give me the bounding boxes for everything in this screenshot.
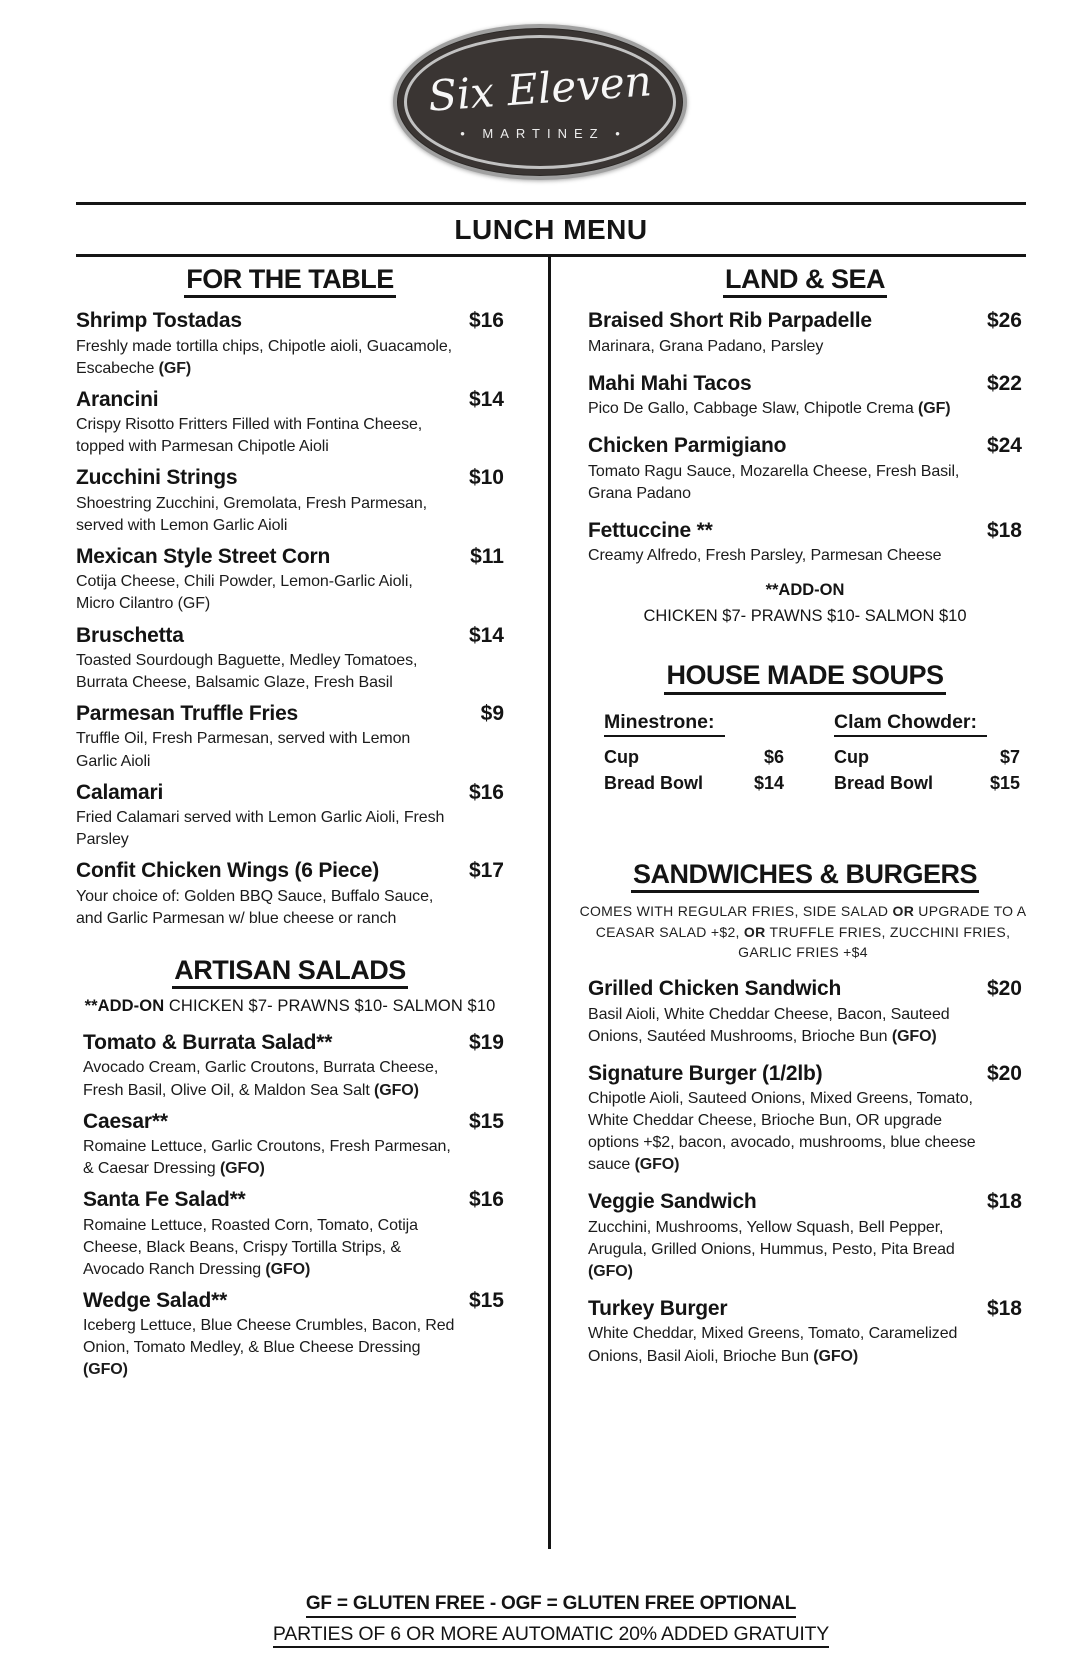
item-header: [588, 1294, 1022, 1323]
item-header: [588, 974, 1022, 1003]
item-description: [588, 1004, 986, 1048]
item-description-text: Shoestring Zucchini, Gremolata, Fresh Parmesan, served with Lemon Garlic Aioli: [76, 494, 428, 534]
item-description: [588, 1217, 986, 1283]
item-price: $14: [468, 623, 504, 647]
item-name: Tomato & Burrata Salad**: [83, 1031, 333, 1055]
note-or: OR: [892, 903, 915, 920]
item-header: [83, 1185, 504, 1214]
item-description-text: Pico De Gallo, Cabbage Slaw, Chipotle Crema: [588, 400, 914, 418]
soup-row: [834, 770, 1020, 796]
item-description: [588, 336, 986, 358]
item-gf-tag: (GFO): [265, 1260, 311, 1278]
item-description: [76, 650, 454, 694]
item-description-text: Creamy Alfredo, Fresh Parsley, Parmesan Cheese: [588, 547, 942, 565]
item-header: [83, 1286, 504, 1315]
logo-name: Six Eleven: [426, 55, 654, 121]
item-description: [83, 1215, 461, 1281]
item-header: [76, 306, 504, 335]
addon-note-bold: **ADD-ON: [84, 997, 165, 1016]
item-name: Braised Short Rib Parpadelle: [588, 309, 872, 333]
item-name: Chicken Parmigiano: [588, 434, 787, 458]
item-description: [588, 545, 986, 567]
item-description-text: Freshly made tortilla chips, Chipotle aioli, Guacamole, Escabeche: [76, 337, 453, 377]
item-header: [76, 463, 504, 492]
logo-band: [0, 0, 1080, 180]
item-name: Confit Chicken Wings (6 Piece): [76, 859, 380, 883]
item-name: Santa Fe Salad**: [83, 1188, 246, 1212]
menu-item: [588, 431, 1022, 505]
soup-groups: [588, 703, 1022, 796]
item-name: Fettuccine **: [588, 518, 713, 542]
note-or: OR: [743, 923, 766, 940]
menu-item: [588, 1187, 1022, 1283]
menu-item: [76, 778, 504, 852]
item-gf-tag: (GFO): [588, 1262, 633, 1280]
item-name: Parmesan Truffle Fries: [76, 702, 299, 726]
item-price: $10: [468, 466, 504, 490]
item-name: Mahi Mahi Tacos: [588, 371, 752, 395]
column-left: [76, 257, 548, 1549]
section-title-text: LAND & SEA: [723, 265, 887, 298]
soup-row: [834, 744, 1020, 770]
logo-location: • MARTINEZ •: [460, 125, 627, 141]
menu-item: [76, 699, 504, 773]
menu-item: [76, 463, 504, 537]
item-description: [83, 1136, 461, 1180]
section-title-for-the-table: [76, 265, 504, 298]
item-price: $9: [480, 702, 504, 726]
soup-price: $15: [989, 772, 1020, 793]
restaurant-logo: [393, 24, 687, 180]
item-price: $24: [986, 434, 1022, 458]
section-title-text: ARTISAN SALADS: [172, 956, 408, 989]
item-gf-tag: (GFO): [374, 1081, 419, 1099]
item-gf-tag: (GFO): [219, 1160, 265, 1178]
item-name: Veggie Sandwich: [588, 1190, 757, 1214]
item-gf-tag: (GF): [158, 359, 192, 377]
item-price: $11: [470, 544, 504, 568]
item-description-text: Romaine Lettuce, Roasted Corn, Tomato, Cotija Cheese, Black Beans, Crispy Tortilla Strips, & Avocado Ranch Dressing: [83, 1216, 418, 1278]
item-name: Grilled Chicken Sandwich: [588, 977, 842, 1001]
item-name: Signature Burger (1/2lb): [588, 1061, 823, 1085]
item-name: Wedge Salad**: [83, 1288, 228, 1312]
item-description: [83, 1057, 461, 1101]
section-sandwiches-burgers: [579, 858, 1027, 1368]
item-description-text: Basil Aioli, White Cheddar Cheese, Bacon, Sauteed Onions, Sautéed Mushrooms, Brioche Bun: [588, 1005, 950, 1045]
item-header: [76, 699, 504, 728]
soup-size-label: Cup: [604, 746, 639, 767]
item-header: [588, 431, 1022, 460]
item-description-text: Zucchini, Mushrooms, Yellow Squash, Bell Pepper, Arugula, Grilled Onions, Hummus, Pesto, Pita Bread: [588, 1218, 955, 1258]
item-gf-tag: (GFO): [813, 1347, 859, 1365]
item-description: [588, 1088, 986, 1176]
item-name: Arancini: [76, 387, 159, 411]
menu-item: [76, 856, 504, 930]
item-name: Caesar**: [83, 1109, 168, 1133]
menu-columns: [0, 257, 1080, 1549]
item-gf-tag: (GFO): [83, 1361, 128, 1379]
footer-gratuity-note: PARTIES OF 6 OR MORE AUTOMATIC 20% ADDED GRATUITY: [273, 1623, 829, 1648]
menu-item: [588, 1294, 1022, 1368]
soup-group-title: Clam Chowder:: [834, 711, 987, 737]
item-price: $18: [986, 518, 1022, 542]
item-price: $16: [468, 1188, 504, 1212]
item-price: $15: [468, 1109, 504, 1133]
section-note: [572, 901, 1034, 962]
item-header: [588, 1059, 1022, 1088]
item-description: [76, 571, 454, 615]
footer: [76, 1593, 1026, 1648]
footer-gluten-legend: GF = GLUTEN FREE - OGF = GLUTEN FREE OPTIONAL: [306, 1593, 796, 1618]
note-text: UPGRADE TO A CEASAR SALAD +$2,: [595, 903, 1027, 940]
item-description-text: Avocado Cream, Garlic Croutons, Burrata Cheese, Fresh Basil, Olive Oil, & Maldon Sea Salt: [83, 1059, 439, 1099]
item-header: [588, 516, 1022, 545]
soup-price: $6: [763, 746, 784, 767]
menu-item: [588, 369, 1022, 420]
item-price: $19: [468, 1031, 504, 1055]
item-header: [83, 1028, 504, 1057]
menu-item: [83, 1107, 504, 1181]
section-title-soups: [588, 661, 1022, 694]
menu-item: [588, 306, 1022, 357]
item-description-text: Iceberg Lettuce, Blue Cheese Crumbles, Bacon, Red Onion, Tomato Medley, & Blue Cheese Dressing: [83, 1317, 455, 1357]
item-name: Shrimp Tostadas: [76, 309, 242, 333]
item-description-text: Romaine Lettuce, Garlic Croutons, Fresh Parmesan, & Caesar Dressing: [83, 1138, 451, 1178]
soup-size-label: Cup: [834, 746, 869, 767]
note-text: TRUFFLE FRIES, ZUCCHINI FRIES, GARLIC FRIES +$4: [738, 923, 1011, 960]
item-description: [76, 886, 454, 930]
soup-size-label: Bread Bowl: [604, 772, 704, 793]
menu-item: [76, 306, 504, 380]
soup-row: [604, 744, 784, 770]
item-description: [76, 493, 454, 537]
item-description-text: Toasted Sourdough Baguette, Medley Tomatoes, Burrata Cheese, Balsamic Glaze, Fresh Basil: [76, 651, 418, 691]
item-description: [588, 398, 986, 420]
item-price: $26: [986, 309, 1022, 333]
title-band: [76, 202, 1026, 257]
soup-row: [604, 770, 784, 796]
section-title-text: SANDWICHES & BURGERS: [631, 860, 979, 893]
item-header: [76, 385, 504, 414]
item-price: $14: [468, 387, 504, 411]
item-gf-tag: (GFO): [891, 1027, 937, 1045]
addon-note-text: CHICKEN $7- PRAWNS $10- SALMON $10: [164, 997, 496, 1016]
addon-note-text: CHICKEN $7- PRAWNS $10- SALMON $10: [643, 606, 967, 625]
note-text: COMES WITH REGULAR FRIES, SIDE SALAD: [579, 903, 893, 920]
column-right: [551, 257, 1026, 1549]
addon-note-bold: **ADD-ON: [765, 581, 845, 600]
section-title-text: FOR THE TABLE: [184, 265, 395, 298]
item-description: [76, 336, 454, 380]
item-description: [76, 728, 454, 772]
section-title-land-and-sea: [588, 265, 1022, 298]
item-description-text: Chipotle Aioli, Sauteed Onions, Mixed Greens, Tomato, White Cheddar Cheese, Brioche Bun, OR upgrade options +$2, bacon, avocado, mushrooms, blue cheese sauce: [588, 1090, 976, 1174]
addon-note: [76, 997, 504, 1016]
soup-group: [604, 711, 784, 796]
item-price: $15: [468, 1288, 504, 1312]
section-title-text: HOUSE MADE SOUPS: [664, 661, 945, 694]
item-price: $18: [986, 1190, 1022, 1214]
item-gf-tag: (GF): [918, 400, 951, 418]
item-header: [588, 306, 1022, 335]
item-header: [588, 369, 1022, 398]
item-header: [76, 542, 504, 571]
addon-note: [588, 578, 1022, 629]
item-header: [76, 621, 504, 650]
page-title: LUNCH MENU: [454, 214, 648, 245]
item-description-text: Marinara, Grana Padano, Parsley: [588, 337, 824, 355]
item-price: $17: [468, 859, 504, 883]
item-name: Calamari: [76, 780, 164, 804]
section-house-made-soups: [588, 661, 1022, 796]
item-header: [588, 1187, 1022, 1216]
item-header: [83, 1107, 504, 1136]
item-price: $18: [986, 1297, 1022, 1321]
item-description: [76, 807, 454, 851]
menu-item: [76, 385, 504, 459]
soup-price: $7: [999, 746, 1020, 767]
item-description-text: White Cheddar, Mixed Greens, Tomato, Caramelized Onions, Basil Aioli, Brioche Bun: [588, 1325, 958, 1365]
section-title-sandwiches: [588, 860, 1022, 893]
item-name: Mexican Style Street Corn: [76, 544, 331, 568]
item-description-text: Cotija Cheese, Chili Powder, Lemon-Garlic Aioli, Micro Cilantro (GF): [76, 573, 413, 613]
menu-item: [76, 542, 504, 616]
section-title-artisan-salads: [76, 956, 504, 989]
item-price: $16: [468, 309, 504, 333]
menu-item: [76, 621, 504, 695]
item-description: [83, 1315, 461, 1381]
menu-item: [588, 1059, 1022, 1177]
item-gf-tag: (GFO): [634, 1156, 680, 1174]
item-price: $20: [986, 977, 1022, 1001]
item-price: $20: [986, 1061, 1022, 1085]
soup-group: [834, 711, 1020, 796]
menu-item: [83, 1286, 504, 1382]
item-description: [588, 461, 986, 505]
soup-price: $14: [753, 772, 784, 793]
item-name: Zucchini Strings: [76, 466, 238, 490]
soup-group-title: Minestrone:: [604, 711, 725, 737]
item-price: $16: [468, 780, 504, 804]
item-description: [76, 414, 454, 458]
item-description-text: Crispy Risotto Fritters Filled with Fontina Cheese, topped with Parmesan Chipotle Aioli: [76, 416, 423, 456]
item-description-text: Truffle Oil, Fresh Parmesan, served with Lemon Garlic Aioli: [76, 730, 411, 770]
item-name: Turkey Burger: [588, 1297, 728, 1321]
menu-item: [83, 1028, 504, 1102]
menu-item: [588, 974, 1022, 1048]
item-header: [76, 778, 504, 807]
soup-size-label: Bread Bowl: [834, 772, 934, 793]
menu-item: [83, 1185, 504, 1281]
item-description: [588, 1323, 986, 1367]
item-description-text: Fried Calamari served with Lemon Garlic Aioli, Fresh Parsley: [76, 809, 445, 849]
menu-item: [588, 516, 1022, 567]
section-artisan-salads: [76, 956, 504, 1382]
item-description-text: Tomato Ragu Sauce, Mozarella Cheese, Fresh Basil, Grana Padano: [588, 462, 960, 502]
item-description-text: Your choice of: Golden BBQ Sauce, Buffalo Sauce, and Garlic Parmesan w/ blue cheese or ranch: [76, 887, 434, 927]
item-name: Bruschetta: [76, 623, 184, 647]
item-price: $22: [986, 371, 1022, 395]
item-header: [76, 856, 504, 885]
